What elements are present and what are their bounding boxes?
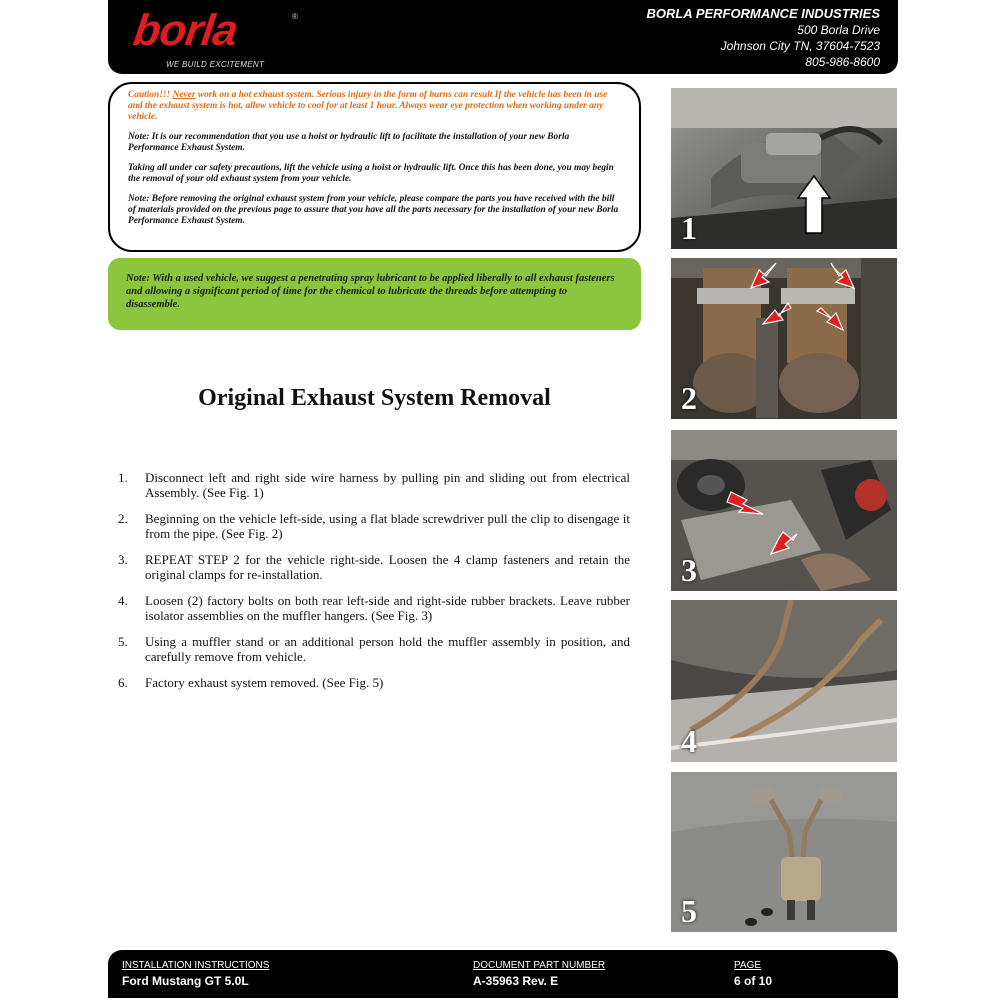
caution-never: Never bbox=[172, 90, 196, 100]
lubricant-note: Note: With a used vehicle, we suggest a penetrating spray lubricant to be applied liberally to all exhaust fasteners and allowing a significant period of time for the chemical to lubricate the threads before attempting to disassemble. bbox=[108, 258, 641, 330]
safety-text: Taking all under car safety precautions, lift the vehicle using a hoist or hydraulic lift. Once this has been done, you may begin the removal of your old exhaust system from your vehicle. bbox=[128, 163, 614, 184]
step-item bbox=[118, 511, 630, 541]
address-line-1: 500 Borla Drive bbox=[797, 23, 880, 37]
step-text: Factory exhaust system removed. (See Fig. 5) bbox=[145, 675, 384, 690]
figure-number: 5 bbox=[681, 893, 697, 929]
figure-2-photo bbox=[671, 258, 897, 419]
page-header bbox=[108, 0, 898, 74]
page-footer bbox=[108, 950, 898, 998]
step-item bbox=[118, 470, 630, 500]
logo-wordmark: borla bbox=[130, 6, 241, 55]
borla-logo bbox=[130, 6, 304, 70]
caution-prefix: Caution!!! bbox=[128, 90, 173, 100]
step-text: Disconnect left and right side wire harness by pulling pin and sliding out from electrical Assembly. (See Fig. 1) bbox=[145, 470, 630, 500]
step-number: 4. bbox=[118, 593, 128, 608]
part-number-value: A-35963 Rev. E bbox=[473, 974, 559, 988]
company-phone: 805-986-8600 bbox=[805, 55, 880, 69]
section-title: Original Exhaust System Removal bbox=[198, 385, 551, 411]
figure-number: 4 bbox=[681, 723, 697, 759]
step-item bbox=[118, 593, 630, 623]
caution-warning-text: work on a hot exhaust system. Serious injury in the form of burns can result If the vehicle has been in use and the exhaust system is hot, allow vehicle to cool for at least 1 hour. Always wear eye protection when working under any vehicle. bbox=[128, 90, 608, 122]
step-text: Loosen (2) factory bolts on both rear left-side and right-side rubber brackets. Leave rubber isolator assemblies on the muffler hangers. (See Fig. 3) bbox=[145, 593, 630, 623]
part-number-label: DOCUMENT PART NUMBER bbox=[473, 960, 606, 971]
step-item bbox=[118, 634, 630, 664]
note-parts: Note: Before removing the original exhaust system from your vehicle, please compare the parts you have received with the bill of materials provided on the previous page to assure that you have all the parts necessary for the installation of your new Borla Performance Exhaust System. bbox=[128, 194, 619, 226]
page-label: PAGE bbox=[734, 960, 762, 971]
figure-5-photo bbox=[671, 772, 897, 932]
step-number: 1. bbox=[118, 470, 128, 485]
company-address bbox=[646, 6, 880, 70]
step-text: REPEAT STEP 2 for the vehicle right-side. Loosen the 4 clamp fasteners and retain the original clamps for re-installation. bbox=[145, 552, 630, 582]
step-number: 2. bbox=[118, 511, 128, 526]
caution-warning bbox=[128, 90, 621, 123]
step-text: Using a muffler stand or an additional person hold the muffler assembly in position, and carefully remove from vehicle. bbox=[145, 634, 630, 664]
page-value: 6 of 10 bbox=[734, 974, 773, 988]
step-number: 6. bbox=[118, 675, 128, 690]
company-name: BORLA PERFORMANCE INDUSTRIES bbox=[646, 6, 880, 21]
step-number: 3. bbox=[118, 552, 128, 567]
figure-number: 3 bbox=[681, 552, 697, 588]
footer-page bbox=[734, 960, 772, 988]
caution-box bbox=[108, 82, 641, 252]
footer-instructions bbox=[122, 960, 269, 988]
note-hoist: Note: It is our recommendation that you use a hoist or hydraulic lift to facilitate the installation of your new Borla Performance Exhaust System. bbox=[128, 132, 570, 153]
instructions-label: INSTALLATION INSTRUCTIONS bbox=[122, 960, 270, 971]
step-item bbox=[118, 675, 630, 690]
figure-1-photo bbox=[671, 88, 897, 249]
logo-registered-mark: ® bbox=[292, 12, 298, 21]
figure-4-photo bbox=[671, 600, 897, 762]
step-number: 5. bbox=[118, 634, 128, 649]
step-text: Beginning on the vehicle left-side, using a flat blade screwdriver pull the clip to disengage it from the pipe. (See Fig. 2) bbox=[145, 511, 630, 541]
address-line-2: Johnson City TN, 37604-7523 bbox=[720, 39, 880, 53]
removal-steps bbox=[118, 470, 630, 701]
footer-part-number bbox=[473, 960, 605, 988]
figure-number: 2 bbox=[681, 380, 697, 416]
figure-3-photo bbox=[671, 430, 897, 591]
step-item bbox=[118, 552, 630, 582]
figure-number: 1 bbox=[681, 210, 697, 246]
logo-tagline: WE BUILD EXCITEMENT bbox=[166, 60, 265, 69]
vehicle-name: Ford Mustang GT 5.0L bbox=[122, 974, 249, 988]
